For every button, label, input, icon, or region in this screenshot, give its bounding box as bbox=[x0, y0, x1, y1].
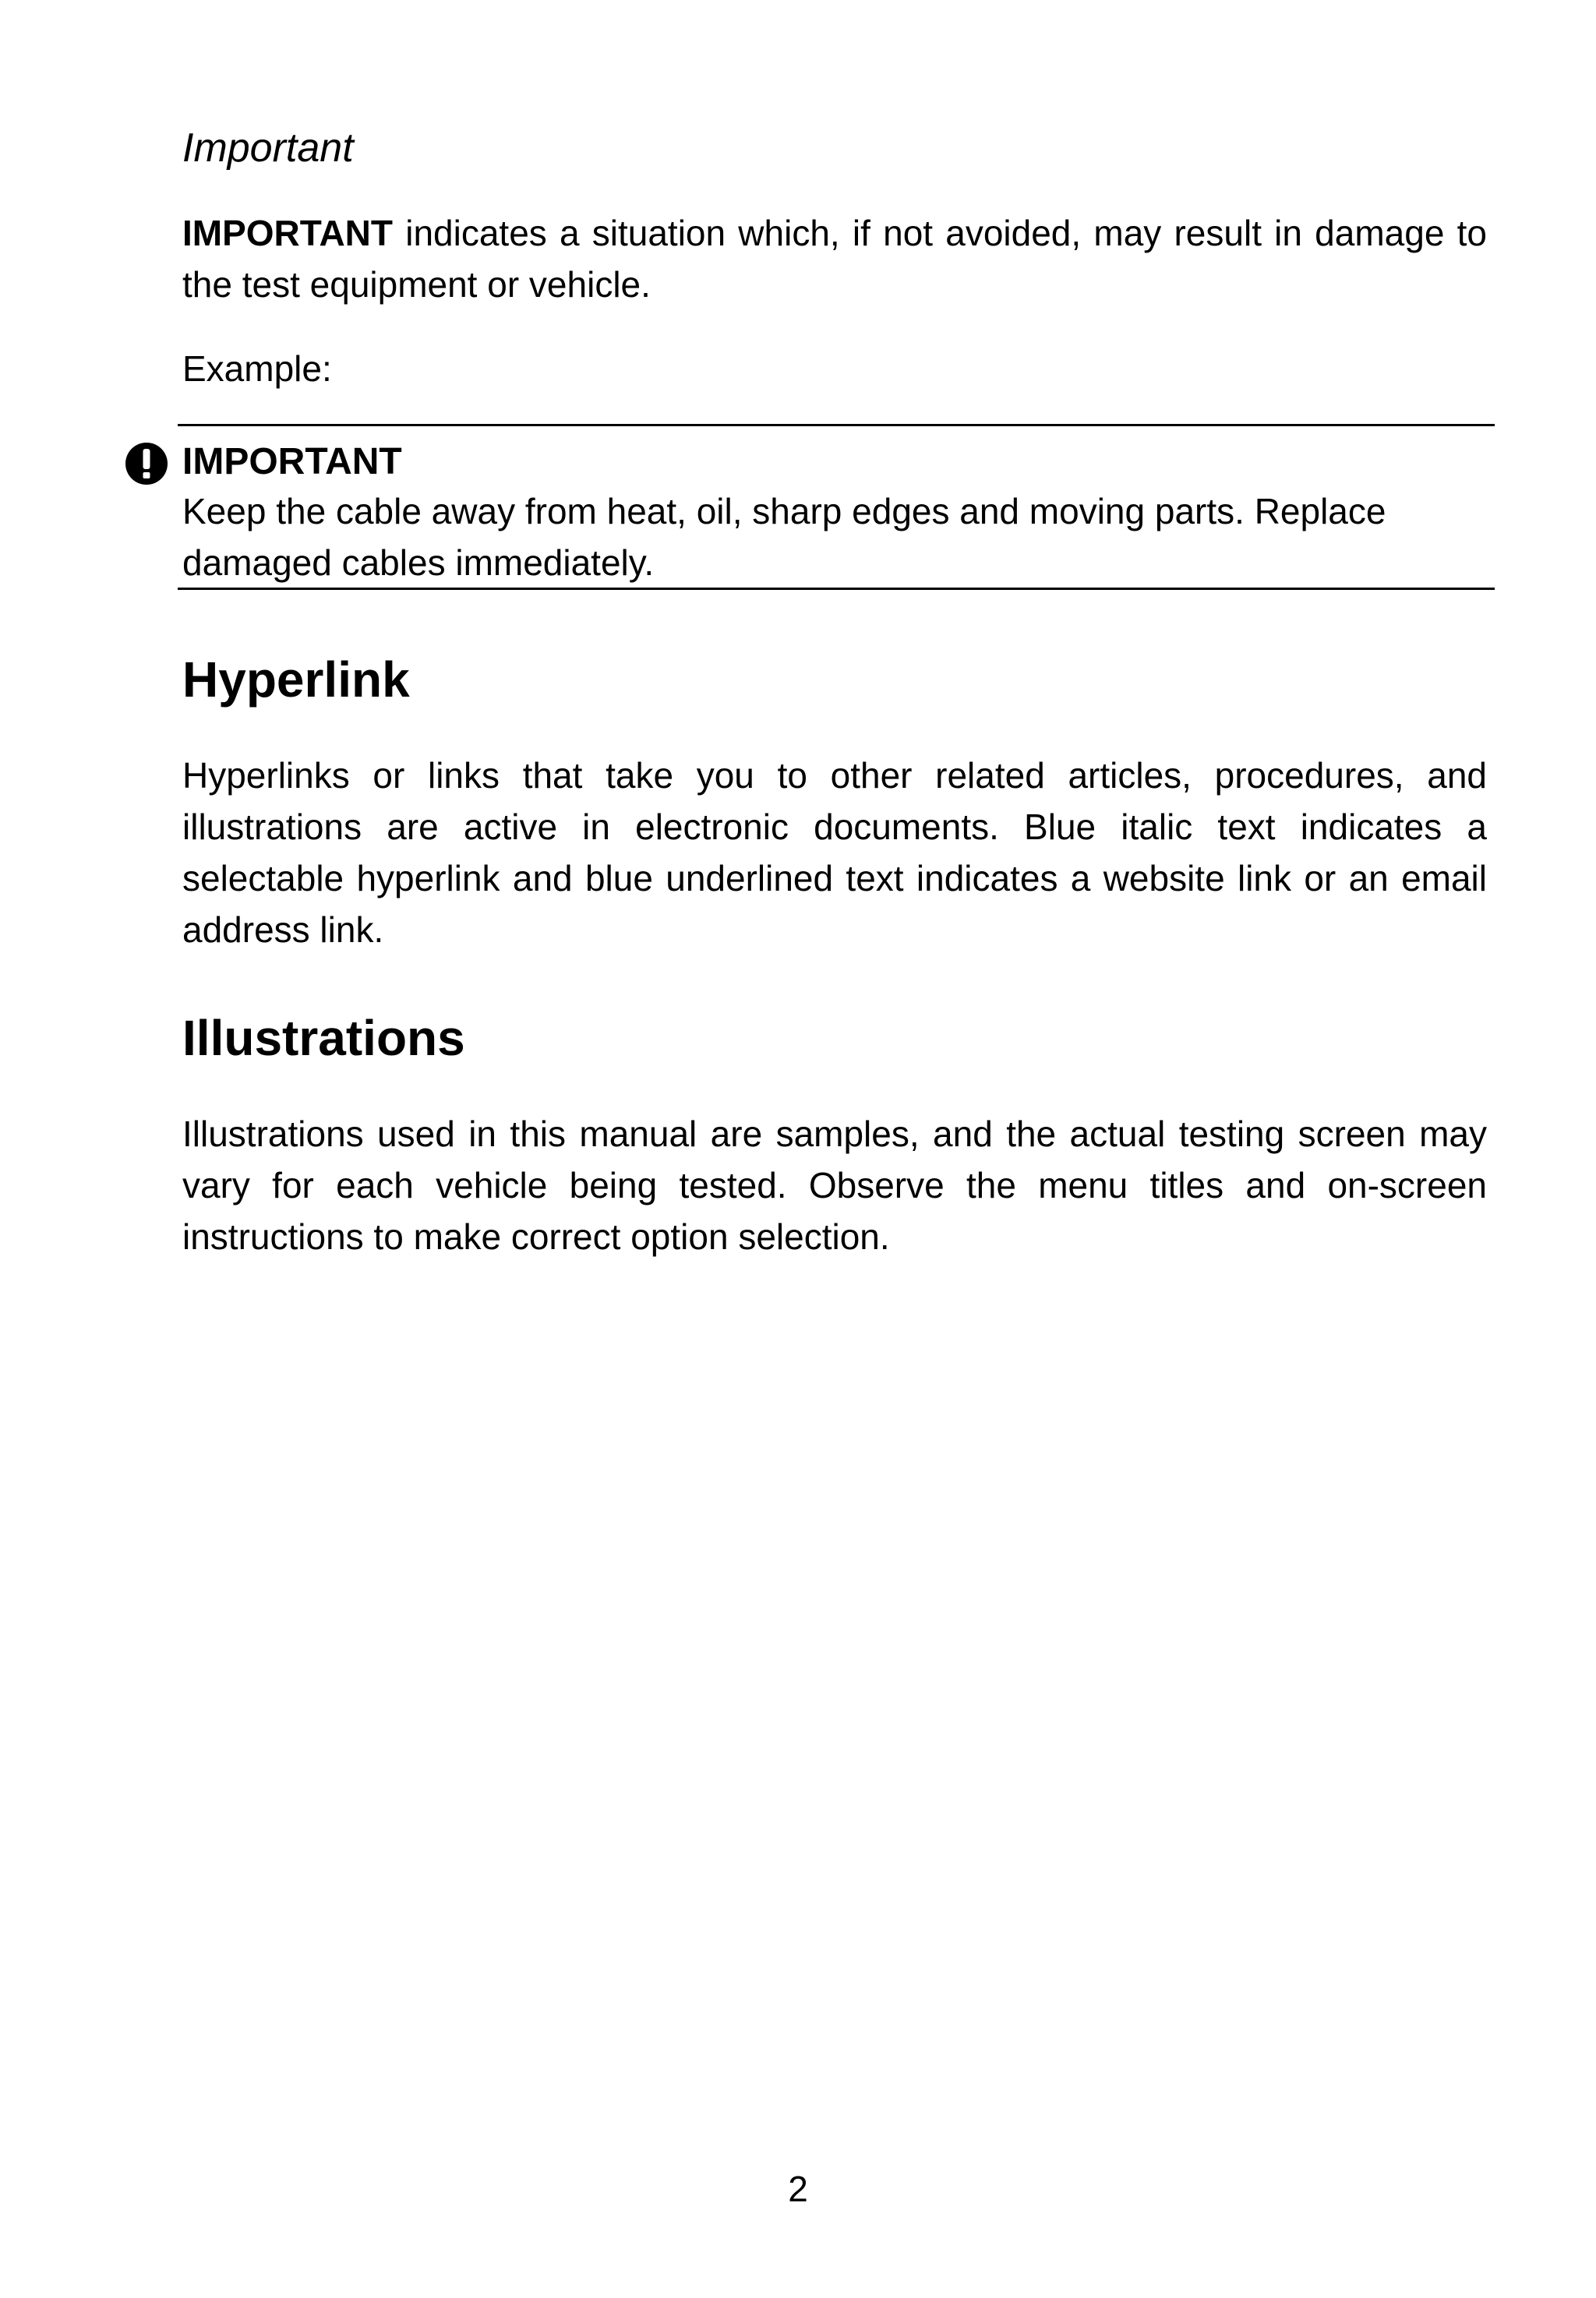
important-subtitle: Important bbox=[182, 125, 354, 171]
important-description bbox=[182, 207, 1487, 310]
hyperlink-body: Hyperlinks or links that take you to other related articles, procedures, and illustrations are active in electronic documents. Blue italic text indicates a selectable hyperlink and blue underlined text indicates a website link or an email address link. bbox=[182, 755, 1487, 950]
example-label: Example: bbox=[182, 348, 332, 389]
page-number: 2 bbox=[788, 2169, 808, 2209]
illustrations-body: Illustrations used in this manual are samples, and the actual testing screen may vary for each vehicle being tested. Observe the menu titles and on-screen instructions to make correct option selection. bbox=[182, 1114, 1487, 1257]
important-description-text: indicates a situation which, if not avoided, may result in damage to the test equipment or vehicle. bbox=[182, 213, 1487, 305]
callout-top-rule bbox=[178, 424, 1495, 426]
callout-body: Keep the cable away from heat, oil, sharp edges and moving parts. Replace damaged cables immediately. bbox=[182, 491, 1386, 583]
callout-bottom-rule bbox=[178, 588, 1495, 590]
exclamation-circle-icon bbox=[125, 442, 168, 485]
important-keyword: IMPORTANT bbox=[182, 213, 394, 253]
callout-title: IMPORTANT bbox=[182, 441, 402, 482]
illustrations-heading: Illustrations bbox=[182, 1010, 465, 1066]
hyperlink-heading: Hyperlink bbox=[182, 651, 410, 708]
